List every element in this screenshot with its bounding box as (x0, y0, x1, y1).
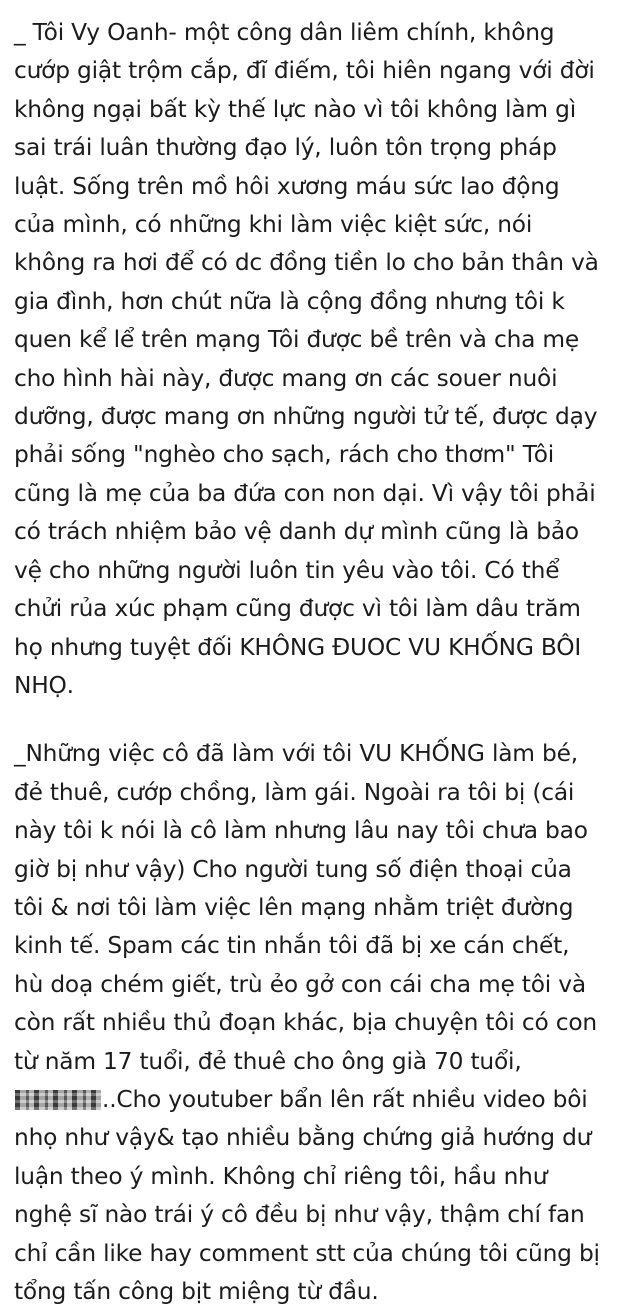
document-body (14, 14, 608, 1311)
redacted-name-block (15, 1090, 101, 1110)
paragraph-2-text-after-redaction: ..Cho youtuber bẩn lên rất nhiều video bôi nhọ như vậy& tạo nhiều bằng chứng giả hướng dư luận theo ý mình. Không chỉ riêng tôi, hầu như nghệ sĩ nào trái ý cô đều bị như vậy, thậm chí fan chỉ cần like hay comment stt của chúng tôi cũng bị tổng tấn công bịt miệng từ đầu. (14, 1085, 608, 1305)
paragraph-spacer (14, 705, 604, 735)
paragraph-2 (14, 735, 608, 1311)
paragraph-1: _ Tôi Vy Oanh- một công dân liêm chính, không cướp giật trộm cắp, đĩ điếm, tôi hiên ngang với đời không ngại bất kỳ thế lực nào vì tôi không làm gì sai trái luân thường đạo lý, luôn tôn trọng pháp luật. Sống trên mồ hôi xương máu sức lao động của mình, có những khi làm việc kiệt sức, nói không ra hơi để có dc đồng tiền lo cho bản thân và gia đình, hơn chút nữa là cộng đồng nhưng tôi k quen kể lể trên mạng Tôi được bề trên và cha mẹ cho hình hài này, được mang ơn các souer nuôi dưỡng, được mang ơn những người tử tế, được dạy phải sống "nghèo cho sạch, rách cho thơm" Tôi cũng là mẹ của ba đứa con non dại. Vì vậy tôi phải có trách nhiệm bảo vệ danh dự mình cũng là bảo vệ cho những người luôn tin yêu vào tôi. Có thể chửi rủa xúc phạm cũng được vì tôi làm dâu trăm họ nhưng tuyệt đối KHÔNG ĐUOC VU KHỐNG BÔI NHỌ. (14, 19, 606, 699)
paragraph-2-text-before-redaction: _Những việc cô đã làm với tôi VU KHỐNG làm bé, đẻ thuê, cướp chồng, làm gái. Ngoài ra tôi bị (cái này tôi k nói là cô làm nhưng lâu nay tôi chưa bao giờ bị như vậy) Cho người tung số điện thoại của tôi & nơi tôi làm việc lên mạng nhằm triệt đường kinh tế. Spam các tin nhắn tôi đã bị xe cán chết, hù doạ chém giết, trù ẻo gở con cái cha mẹ tôi và còn rất nhiều thủ đoạn khác, bịa chuyện tôi có con từ năm 17 tuổi, đẻ thuê cho ông già 70 tuổi, (14, 740, 605, 1075)
